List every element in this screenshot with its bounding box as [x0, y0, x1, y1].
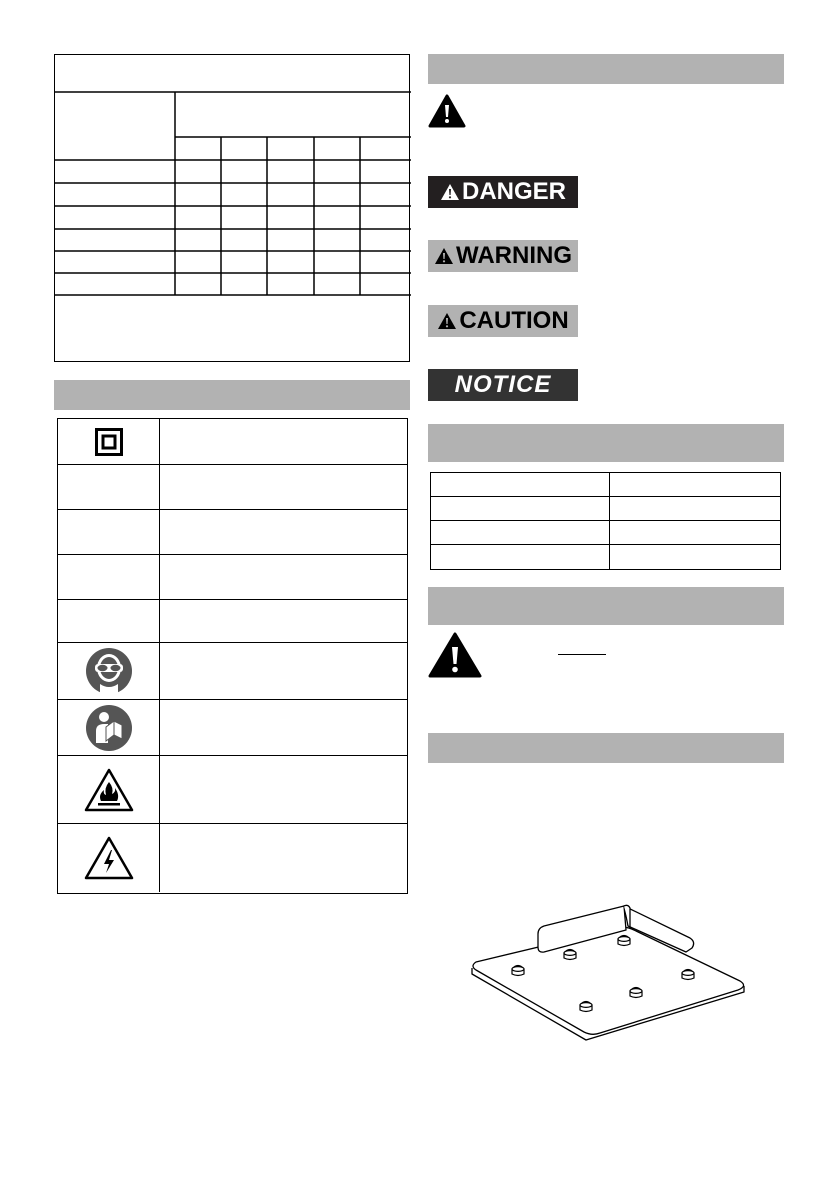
symbol-row — [58, 419, 407, 465]
symbols-section-title — [54, 380, 410, 410]
danger-signal — [428, 176, 578, 208]
symbol-description — [162, 824, 407, 892]
spec-value — [612, 497, 780, 520]
underline-mark — [558, 654, 606, 655]
symbol-description — [162, 510, 407, 554]
danger-label: DANGER — [461, 178, 566, 205]
fire-hazard-icon — [84, 768, 134, 812]
symbol-row — [58, 600, 407, 643]
extension-cord-grid — [55, 55, 411, 363]
electric-shock-icon — [84, 836, 134, 880]
symbol-description — [162, 756, 407, 823]
symbol-description — [162, 643, 407, 699]
spec-row — [431, 497, 780, 521]
read-manual-icon — [86, 705, 132, 751]
symbol-description — [162, 555, 407, 599]
double-insulation-icon — [95, 428, 123, 456]
notice-label: NOTICE — [454, 371, 552, 398]
specs-section-title — [428, 424, 784, 462]
symbol-row — [58, 643, 407, 700]
symbol-icon-cell — [58, 510, 160, 554]
spec-label — [431, 545, 610, 569]
warning-section-title — [428, 587, 784, 625]
warning-alert-icon-large — [428, 632, 482, 678]
symbol-description — [162, 700, 407, 755]
spec-label — [431, 473, 610, 496]
base-plate-illustration — [466, 900, 752, 1042]
caution-signal — [428, 305, 578, 337]
caution-alert-icon — [437, 312, 457, 330]
package-section-title — [428, 733, 784, 763]
warning-label: WARNING — [456, 242, 572, 269]
symbol-row — [58, 555, 407, 600]
extension-cord-table — [54, 54, 410, 362]
caution-label: CAUTION — [459, 307, 569, 334]
spec-row — [431, 473, 780, 497]
symbol-icon-cell — [58, 700, 160, 755]
specs-table — [430, 472, 781, 570]
symbol-description — [162, 600, 407, 642]
symbol-icon-cell — [58, 643, 160, 699]
symbol-icon-cell — [58, 465, 160, 509]
danger-alert-icon — [440, 183, 460, 201]
spec-row — [431, 545, 780, 569]
spec-value — [612, 521, 780, 544]
symbol-description — [162, 419, 407, 464]
symbol-row — [58, 824, 407, 892]
symbol-icon-cell — [58, 419, 160, 464]
signal-words-section-title — [428, 54, 784, 84]
symbol-row — [58, 700, 407, 756]
safety-alert-icon — [428, 94, 466, 128]
symbol-row — [58, 756, 407, 824]
warning-signal — [428, 240, 578, 272]
symbol-row — [58, 510, 407, 555]
spec-value — [612, 545, 780, 569]
spec-row — [431, 521, 780, 545]
eye-protection-icon — [86, 648, 132, 694]
spec-value — [612, 473, 780, 496]
symbol-icon-cell — [58, 555, 160, 599]
symbol-icon-cell — [58, 600, 160, 642]
spec-label — [431, 497, 610, 520]
symbols-table — [57, 418, 408, 894]
symbol-icon-cell — [58, 756, 160, 823]
symbol-row — [58, 465, 407, 510]
spec-label — [431, 521, 610, 544]
symbol-description — [162, 465, 407, 509]
symbol-icon-cell — [58, 824, 160, 892]
warning-alert-icon — [434, 247, 454, 265]
notice-signal — [428, 369, 578, 401]
